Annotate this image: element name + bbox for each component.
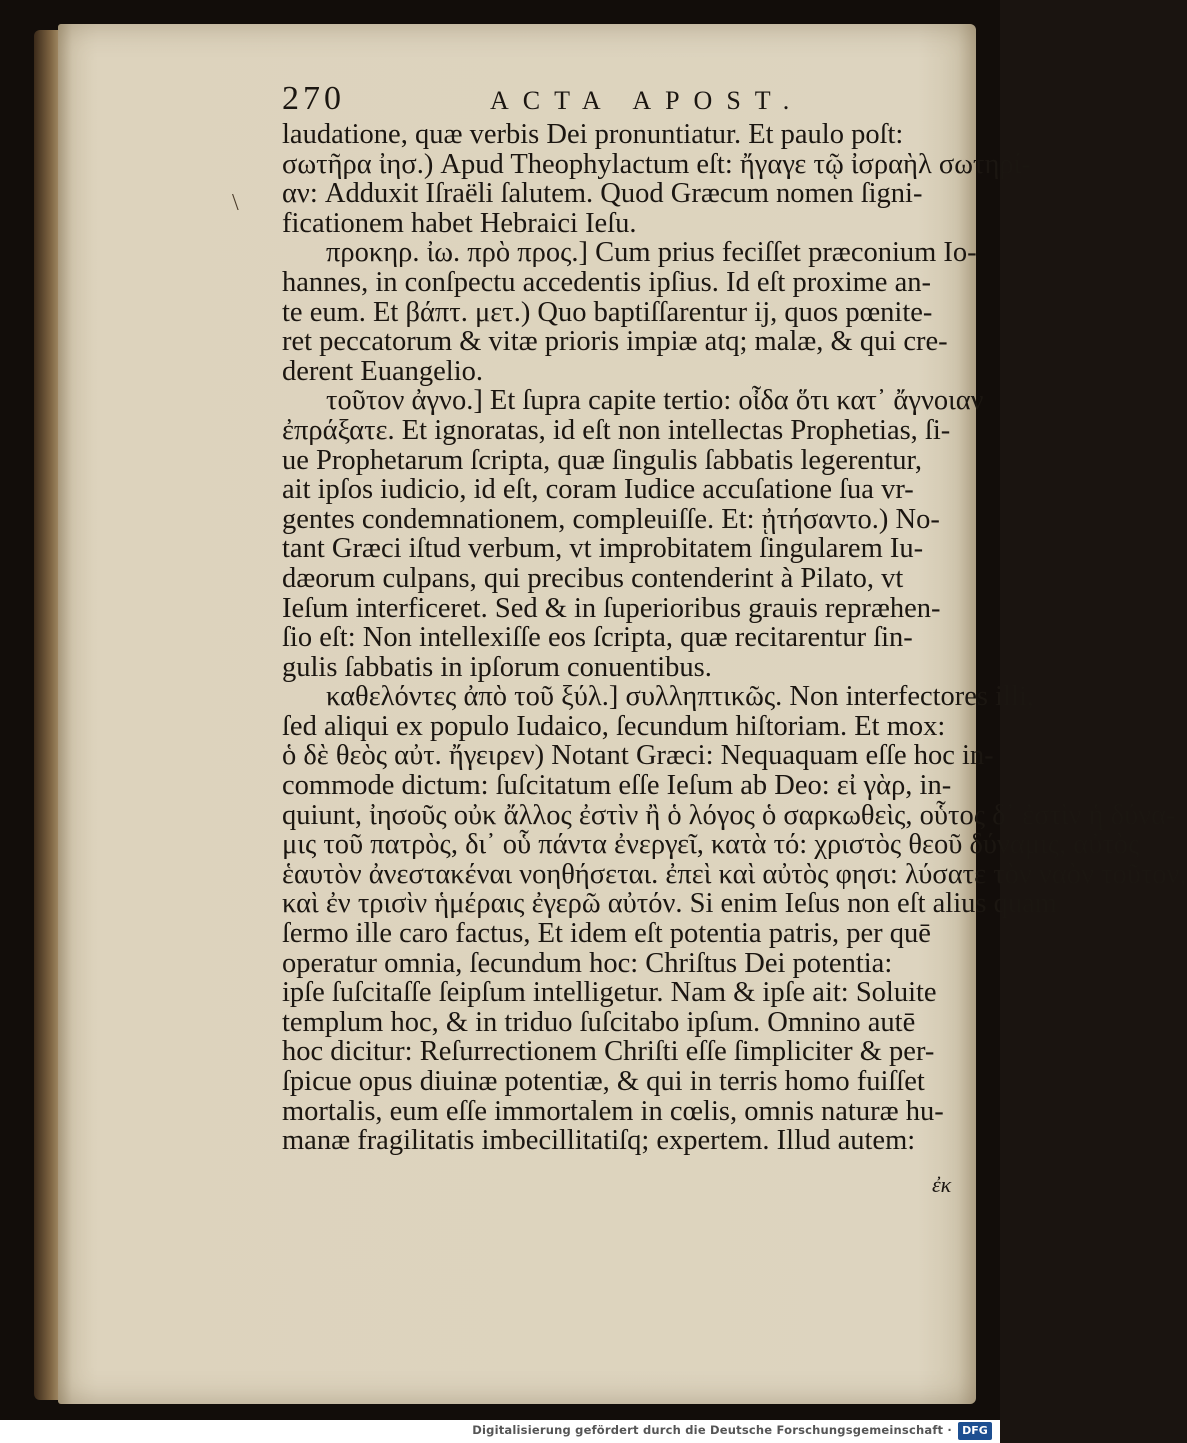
text-line: ait ipſos iudicio, id eſt, coram Iudice accuſatione ſua vr-: [282, 474, 914, 506]
text-line: mortalis, eum eſſe immortalem in cœlis, omnis naturæ hu-: [282, 1095, 944, 1127]
margin-mark: \: [232, 190, 239, 216]
text-line: gentes condemnationem, compleuiſſe. Et: ᾐτήσαντο.) No-: [282, 503, 940, 535]
running-title: ACTA APOST.: [490, 86, 804, 115]
text-line: ſermo ille caro factus, Et idem eſt potentia patris, per quē: [282, 918, 931, 950]
text-line: derent Euangelio.: [282, 355, 484, 387]
text-line: μις τοῦ πατρὸς, δι᾿ οὗ πάντα ἐνεργεῖ, κατὰ τό: χριστὸς θεοῦ δύναμις, αὐτὸς: [282, 829, 1140, 861]
text-line: ſpicue opus diuinæ potentiæ, & qui in terris homo fuiſſet: [282, 1066, 925, 1097]
footer-bar: [0, 1420, 1000, 1443]
text-line: templum hoc, & in triduo ſuſcitabo ipſum. Omnino autē: [282, 1006, 916, 1038]
text-line: tant Græci iſtud verbum, vt improbitatem ſingularem Iu-: [282, 533, 924, 565]
text-line: ipſe ſuſcitaſſe ſeipſum intelligetur. Nam & ipſe ait: Soluite: [282, 977, 937, 1009]
text-line: ſio eſt: Non intellexiſſe eos ſcripta, quæ recitarentur ſin-: [282, 622, 913, 654]
text-line: αν: Adduxit Iſraëli ſalutem. Quod Græcum nomen ſigni-: [282, 178, 923, 210]
page-number: 270: [282, 80, 345, 117]
text-line: καθελόντες ἀπὸ τοῦ ξύλ.] συλληπτικῶς. Non interfectores illi,: [326, 681, 1034, 713]
text-line: Ieſum interficeret. Sed & in ſuperioribus grauis repræhen-: [282, 592, 941, 624]
text-line: laudatione, quæ verbis Dei pronuntiatur. Et paulo poſt:: [282, 119, 904, 150]
text-line: τοῦτον ἀγνο.] Et ſupra capite tertio: οἶδα ὅτι κατ᾿ ἄγνοιαν: [326, 385, 984, 417]
running-head: [282, 80, 822, 124]
text-line: ficationem habet Hebraici Ieſu.: [282, 207, 637, 239]
text-line: manæ fragilitatis imbecillitatiſq; expertem. Illud autem:: [282, 1125, 916, 1157]
text-line: ſed aliqui ex populo Iudaico, ſecundum hiſtoriam. Et mox:: [282, 710, 946, 742]
text-line: quiunt, ἰησοῦς οὐκ ἄλλος ἐστὶν ἢ ὁ λόγος ὁ σαρκωθεὶς, οὗτος δ᾿ ἐστὶν ἡ δύνα-: [282, 799, 1176, 831]
catchword: ἐκ: [932, 1172, 952, 1197]
text-line: dæorum culpans, qui precibus contenderint à Pilato, vt: [282, 562, 904, 594]
text-line: καὶ ἐν τρισὶν ἡμέραις ἐγερῶ αὐτόν. Si enim Ieſus non eſt alius quam: [282, 888, 1057, 920]
text-line: προκηρ. ἰω. πρὸ προς.] Cum prius feciſſet præconium Io-: [326, 237, 977, 269]
text-line: ret peccatorum & vitæ prioris impiæ atq; malæ, & qui cre-: [282, 326, 948, 358]
text-line: te eum. Et βάπτ. μετ.) Quo baptiſſarentur ij, quos pœnite-: [282, 296, 933, 328]
text-line: hoc dicitur: Reſurrectionem Chriſti eſſe ſimpliciter & per-: [282, 1036, 935, 1068]
text-line: ἑαυτὸν ἀνεστακέναι νοηθήσεται. ἐπεὶ καὶ αὐτὸς φησι: λύσατε τὸν ναὸν τοῦτον,: [282, 858, 1187, 890]
body-text: [282, 119, 1187, 1157]
text-line: ὁ δὲ θεὸς αὐτ. ἤγειρεν) Notant Græci: Nequaquam eſſe hoc in-: [282, 740, 994, 772]
text-line: ἐπράξατε. Et ignoratas, id eſt non intellectas Prophetias, ſi-: [282, 414, 951, 446]
digitization-credit: Digitalisierung gefördert durch die Deutsche Forschungsgemeinschaft ·: [472, 1423, 952, 1437]
text-line: σωτῆρα ἰησ.) Apud Theophylactum eſt: ἤγαγε τῷ ἰσραὴλ σωτηρί-: [282, 148, 1031, 180]
text-line: commode dictum: ſuſcitatum eſſe Ieſum ab Deo: εἰ γὰρ, in-: [282, 770, 952, 802]
text-line: operatur omnia, ſecundum hoc: Chriſtus Dei potentia:: [282, 947, 893, 979]
dfg-logo: DFG: [958, 1422, 992, 1440]
text-line: hannes, in conſpectu accedentis ipſius. Id eſt proxime an-: [282, 266, 931, 298]
book-spine-edge: [34, 30, 60, 1400]
text-line: gulis ſabbatis in ipſorum conuentibus.: [282, 651, 712, 683]
text-line: ue Prophetarum ſcripta, quæ ſingulis ſabbatis legerentur,: [282, 444, 922, 476]
